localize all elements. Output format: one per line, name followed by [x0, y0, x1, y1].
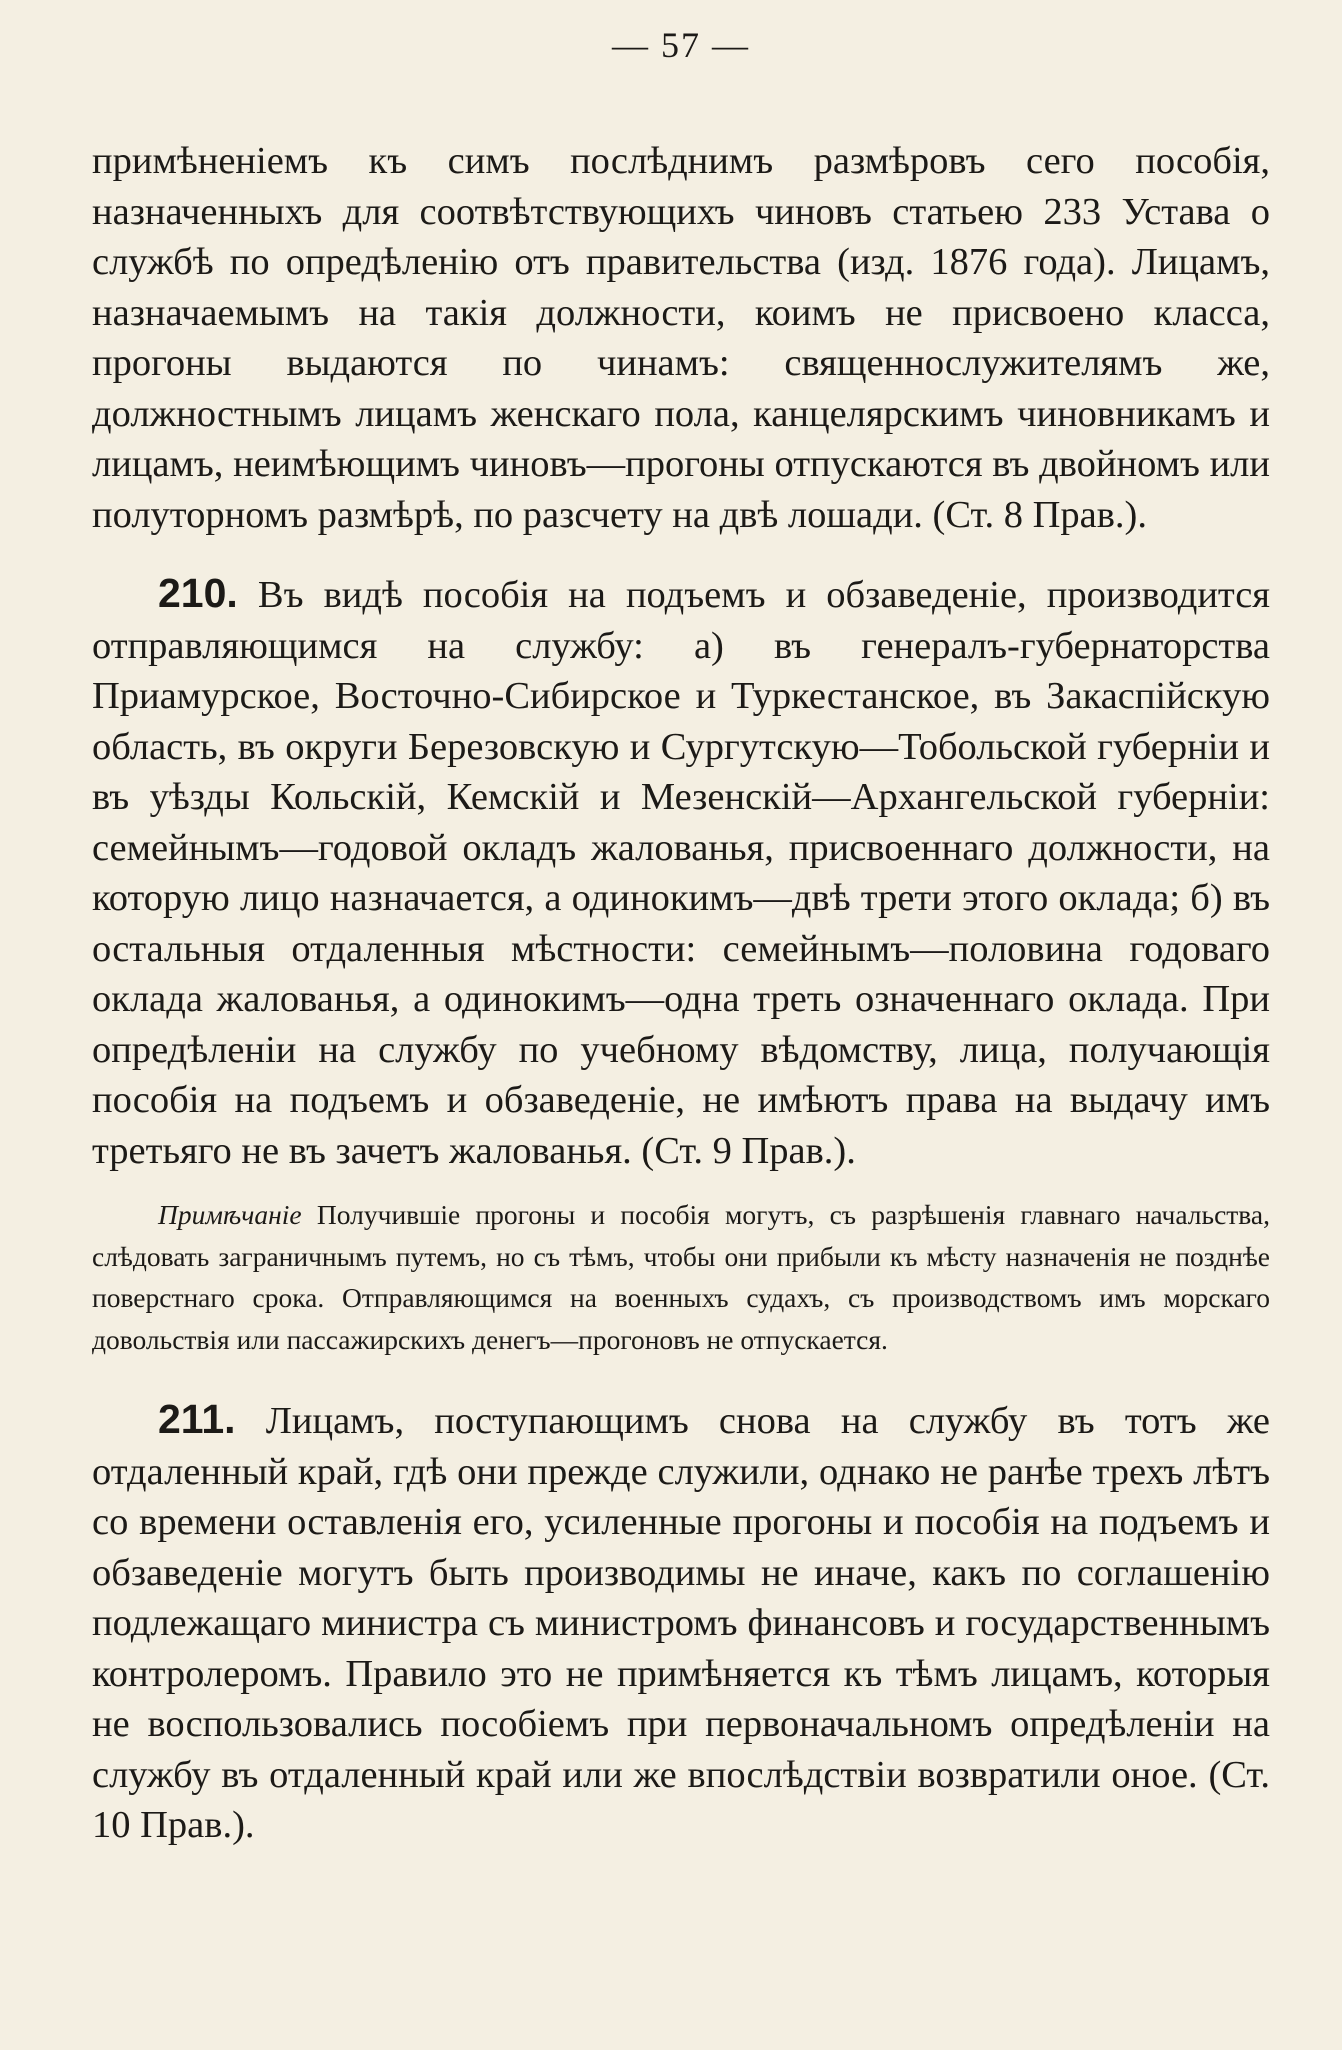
- article-211: [92, 1394, 1270, 1851]
- article-211-text: Лицамъ, поступающимъ снова на службу въ тотъ же отдаленный край, гдѣ они прежде служили, однако не ранѣе трехъ лѣтъ со времени оставленія его, усиленные прогоны и пособія на подъемъ и обзаведеніе могутъ быть производимы не иначе, какъ по соглашенію подлежащаго министра съ министромъ финансовъ и государственнымъ контролеромъ. Правило это не примѣняется къ тѣмъ лицамъ, которыя не воспользовались пособіемъ при первоначальномъ опредѣленіи на службу въ отдаленный край или же впослѣдствіи возвратили оное. (Ст. 10 Прав.).: [92, 1400, 1271, 1846]
- article-210-text: Въ видѣ пособія на подъемъ и обзаведеніе, производится отправляющимся на службу: а) въ генералъ-губернаторства Приамурское, Восточно-Сибирское и Туркестанское, въ Закаспійскую область, въ округи Березовскую и Сургутскую—Тобольской губерніи и въ уѣзды Кольскій, Кемскій и Мезенскій—Архангельской губерніи: семейнымъ—годовой окладъ жалованья, присвоеннаго должности, на которую лицо назначается, а одинокимъ—двѣ трети этого оклада; б) въ остальныя отдаленныя мѣстности: семейнымъ—половина годоваго оклада жалованья, а одинокимъ—одна треть означеннаго оклада. При опредѣленіи на службу по учебному вѣдомству, лица, получающія пособія на подъемъ и обзаведеніе, не имѣютъ права на выдачу имъ третьяго не въ зачетъ жалованья. (Ст. 9 Прав.).: [92, 574, 1271, 1172]
- page-number: — 57 —: [612, 25, 750, 65]
- note-text: Получившіе прогоны и пособія могутъ, съ разрѣшенія главнаго начальства, слѣдовать заграничнымъ путемъ, но съ тѣмъ, чтобы они прибыли къ мѣсту назначенія не позднѣе поверстнаго срока. Отправляющимся на военныхъ судахъ, съ производствомъ имъ морскаго довольствія или пассажирскихъ денегъ—прогоновъ не отпускается.: [92, 1199, 1271, 1355]
- note-label: Примѣчаніе: [158, 1199, 302, 1230]
- continued-paragraph: примѣненіемъ къ симъ послѣднимъ размѣровъ сего пособія, назначенныхъ для соотвѣтствующихъ чиновъ статьею 233 Устава о службѣ по опредѣленію отъ правительства (изд. 1876 года). Лицамъ, назначаемымъ на такія должности, коимъ не присвоено класса, прогоны выдаются по чинамъ: священнослужителямъ же, должностнымъ лицамъ женскаго пола, канцелярскимъ чиновникамъ и лицамъ, неимѣющимъ чиновъ—прогоны отпускаются въ двойномъ или полуторномъ размѣрѣ, по разсчету на двѣ лошади. (Ст. 8 Прав.).: [92, 140, 1270, 536]
- note-210: [92, 1194, 1270, 1360]
- document-page: [92, 20, 1270, 2030]
- article-211-number: 211.: [158, 1396, 236, 1442]
- article-210: [92, 568, 1270, 1176]
- article-210-number: 210.: [158, 570, 238, 616]
